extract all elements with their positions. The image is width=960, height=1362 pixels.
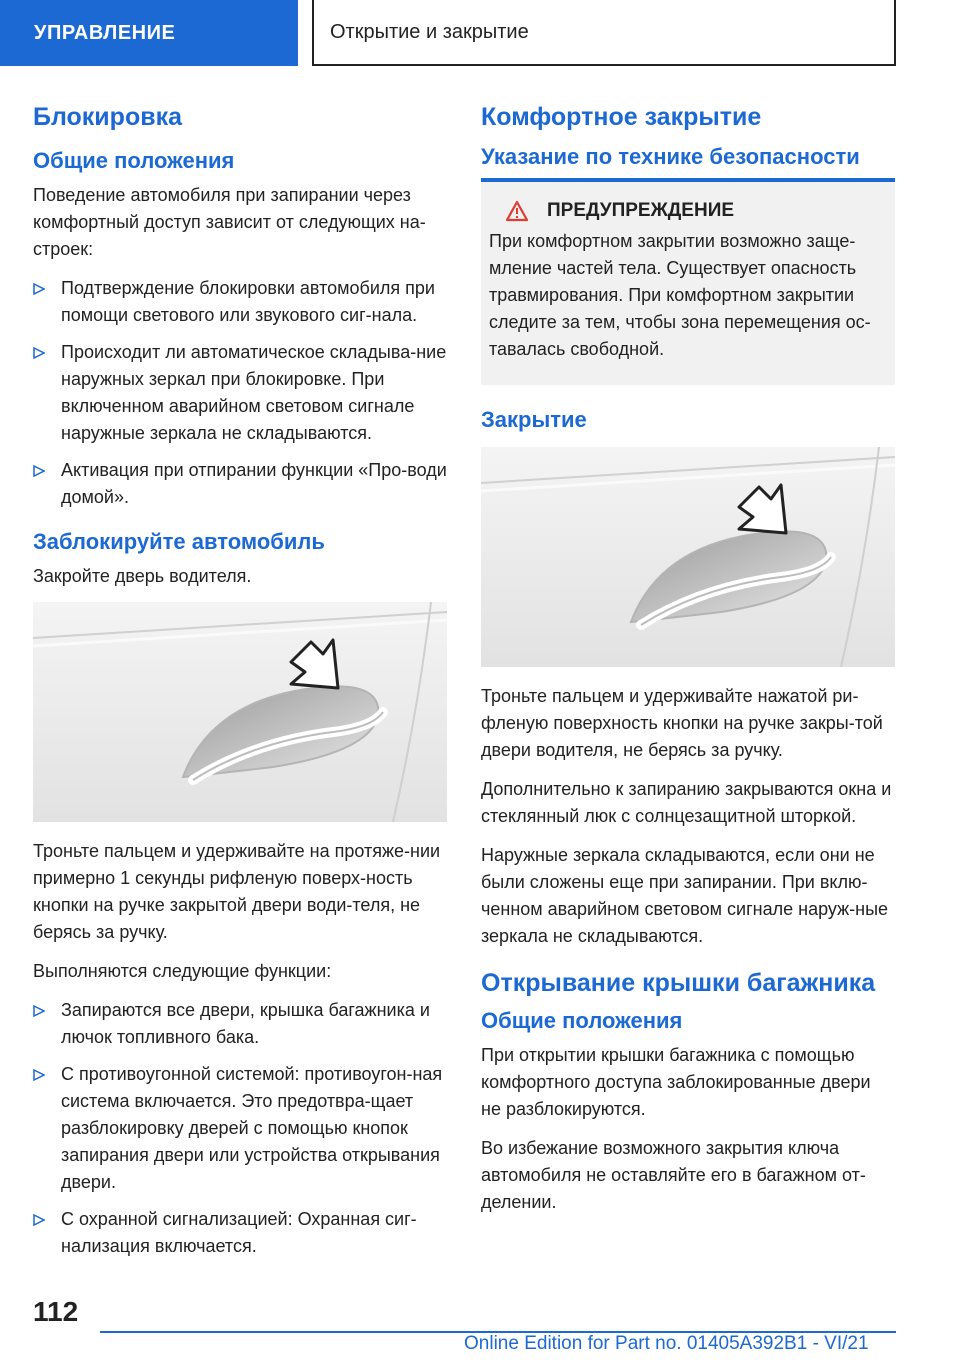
triangle-bullet-icon	[33, 1005, 45, 1017]
paragraph-functions: Выполняются следующие функции:	[33, 961, 332, 981]
chapter-title: Открытие и закрытие	[312, 0, 896, 66]
triangle-bullet-icon	[33, 465, 45, 477]
settings-list	[33, 275, 447, 511]
warning-text: При комфортном закрытии возможно заще-мление частей тела. Существует опасность травмирования. При комфортном закрытии следите за тем, чтобы зона перемещения ос-тавалась свободной.	[489, 231, 871, 359]
list-item: Подтверждение блокировки автомобиля при помощи светового или звукового сиг-нала.	[33, 275, 447, 329]
left-column	[33, 100, 447, 1272]
heading-lock-car: Заблокируйте автомобиль	[33, 529, 325, 554]
list-item: Происходит ли автоматическое складыва-ние наружных зеркал при блокировке. При включенном аварийном световом сигнале наружные зеркала не складываются.	[33, 339, 447, 447]
paragraph-windows: Дополнительно к запиранию закрываются окна и стеклянный люк с солнцезащитной шторкой.	[481, 779, 892, 826]
warning-header	[489, 200, 887, 222]
list-item: С противоугонной системой: противоугон-ная система включается. Это предотвра-щает разблокировку дверей с помощью кнопок запирания двери или устройства открывания двери.	[33, 1061, 447, 1196]
heading-closing: Закрытие	[481, 407, 587, 432]
triangle-bullet-icon	[33, 1214, 45, 1226]
door-handle-photo	[481, 447, 895, 667]
paragraph-trunk: При открытии крышки багажника с помощью комфортного доступа заблокированные двери не разблокируются.	[481, 1045, 871, 1119]
paragraph-touch-hold: Троньте пальцем и удерживайте нажатой ри-фленую поверхность кнопки на ручке закры-той двери водителя, не берясь за ручку.	[481, 686, 883, 760]
heading-trunk-opening: Открывание крышки багажника	[481, 969, 876, 997]
heading-comfort-closing: Комфортное закрытие	[481, 103, 762, 131]
page-number: 112	[33, 1296, 79, 1327]
warning-triangle-icon	[505, 200, 529, 222]
warning-title: ПРЕДУПРЕЖДЕНИЕ	[547, 200, 735, 221]
right-column	[481, 100, 895, 1228]
list-item: Запираются все двери, крышка багажника и лючок топливного бака.	[33, 997, 447, 1051]
paragraph-key: Во избежание возможного закрытия ключа автомобиля не оставляйте его в багажном от-делении.	[481, 1138, 866, 1212]
edition-text: Online Edition for Part no. 01405A392B1 - VI/21	[464, 1333, 869, 1354]
paragraph-mirrors: Наружные зеркала складываются, если они не были сложены еще при запирании. При вклю-ченном аварийном световом сигнале наруж-ные зеркала не складываются.	[481, 845, 889, 946]
heading-general-2: Общие положения	[481, 1008, 683, 1033]
triangle-bullet-icon	[33, 283, 45, 295]
paragraph-close-door: Закройте дверь водителя.	[33, 566, 252, 586]
section-tab[interactable]: УПРАВЛЕНИЕ	[0, 0, 298, 66]
list-item: Активация при отпирании функции «Про-води домой».	[33, 457, 447, 511]
heading-general: Общие положения	[33, 148, 235, 173]
functions-list	[33, 997, 447, 1260]
list-item: С охранной сигнализацией: Охранная сиг-нализация включается.	[33, 1206, 447, 1260]
triangle-bullet-icon	[33, 1069, 45, 1081]
triangle-bullet-icon	[33, 347, 45, 359]
warning-box	[481, 182, 895, 385]
heading-safety: Указание по технике безопасности	[481, 144, 860, 169]
heading-locking: Блокировка	[33, 103, 182, 131]
paragraph-behavior: Поведение автомобиля при запирании через комфортный доступ зависит от следующих на-строек:	[33, 185, 426, 259]
door-handle-photo	[33, 602, 447, 822]
paragraph-touch: Троньте пальцем и удерживайте на протяже-нии примерно 1 секунды рифленую поверх-ность кнопки на ручке закрытой двери води-теля, не берясь за ручку.	[33, 841, 441, 942]
